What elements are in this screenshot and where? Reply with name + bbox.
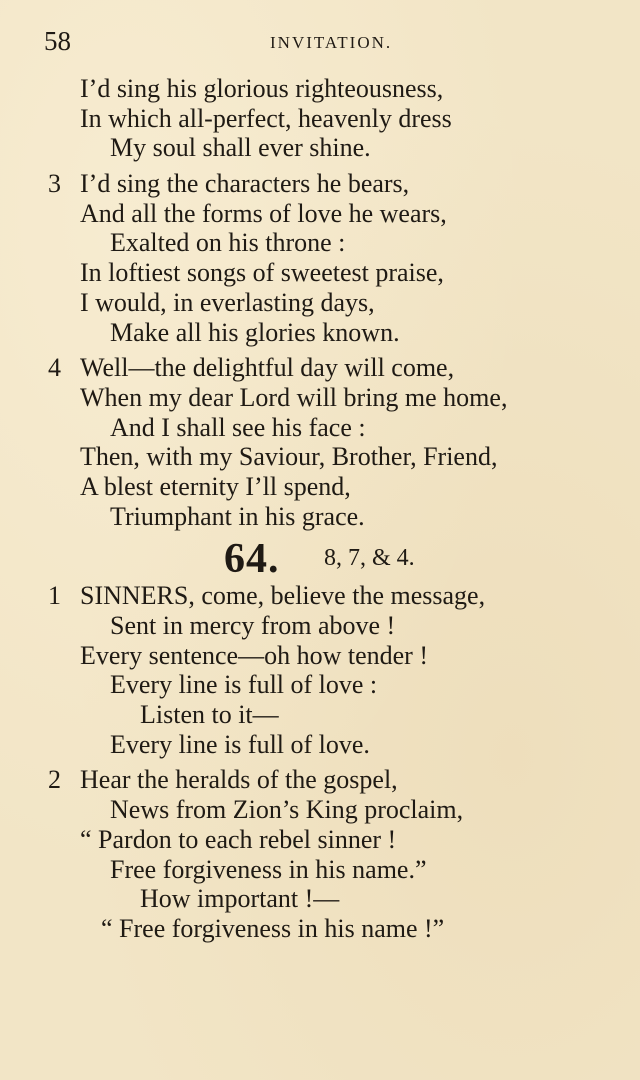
verse-line: 2 Hear the heralds of the gospel,	[48, 765, 398, 795]
verse-line: My soul shall ever shine.	[110, 133, 371, 163]
verse-line: Make all his glories known.	[110, 317, 400, 347]
verse-line: In which all-perfect, heavenly dress	[80, 103, 452, 133]
hymn-number: 64.	[224, 536, 280, 583]
verse-line: I would, in everlasting days,	[80, 287, 375, 317]
page-number: 58	[44, 26, 71, 56]
running-head: INVITATION.	[270, 33, 393, 52]
verse-line: Free forgiveness in his name.”	[110, 854, 427, 884]
verse-line: And all the forms of love he wears,	[80, 198, 447, 228]
verse-line: And I shall see his face :	[110, 412, 366, 442]
stanza-number: 2	[48, 765, 61, 795]
verse-line: I’d sing his glorious righteousness,	[80, 74, 444, 103]
verse-line: When my dear Lord will bring me home,	[80, 382, 508, 412]
verse-line: Exalted on his throne :	[110, 228, 346, 258]
verse-line: 1 SINNERS, come, believe the message,	[48, 581, 486, 611]
hymn-heading	[0, 537, 640, 581]
stanza-number: 4	[48, 353, 61, 383]
verse-line: 3 I’d sing the characters he bears,	[48, 169, 410, 199]
verse-line: In loftiest songs of sweetest praise,	[80, 258, 444, 288]
verse-line: A blest eternity I’ll spend,	[80, 471, 351, 501]
verse-line: Then, with my Saviour, Brother, Friend,	[80, 442, 498, 472]
stanza-number: 3	[48, 169, 61, 199]
verse-line: Every line is full of love :	[110, 670, 378, 700]
verse-line: Every sentence—oh how tender !	[80, 640, 428, 670]
hymn-meter: 8, 7, & 4.	[324, 545, 415, 572]
verse-line: Triumphant in his grace.	[110, 501, 365, 531]
verse-line: 4 Well—the delightful day will come,	[48, 353, 455, 383]
verse-line: Listen to it—	[140, 700, 279, 730]
verse-line: “ Pardon to each rebel sinner !	[80, 824, 397, 854]
page-body	[0, 74, 640, 944]
page-header	[44, 26, 610, 56]
verse-line: Every line is full of love.	[110, 729, 370, 759]
stanza-number: 1	[48, 581, 61, 611]
verse-line: News from Zion’s King proclaim,	[110, 795, 464, 825]
verse-line: “ Free forgiveness in his name !”	[101, 913, 445, 943]
verse-line: How important !—	[140, 884, 340, 914]
verse-line: Sent in mercy from above !	[110, 611, 396, 640]
